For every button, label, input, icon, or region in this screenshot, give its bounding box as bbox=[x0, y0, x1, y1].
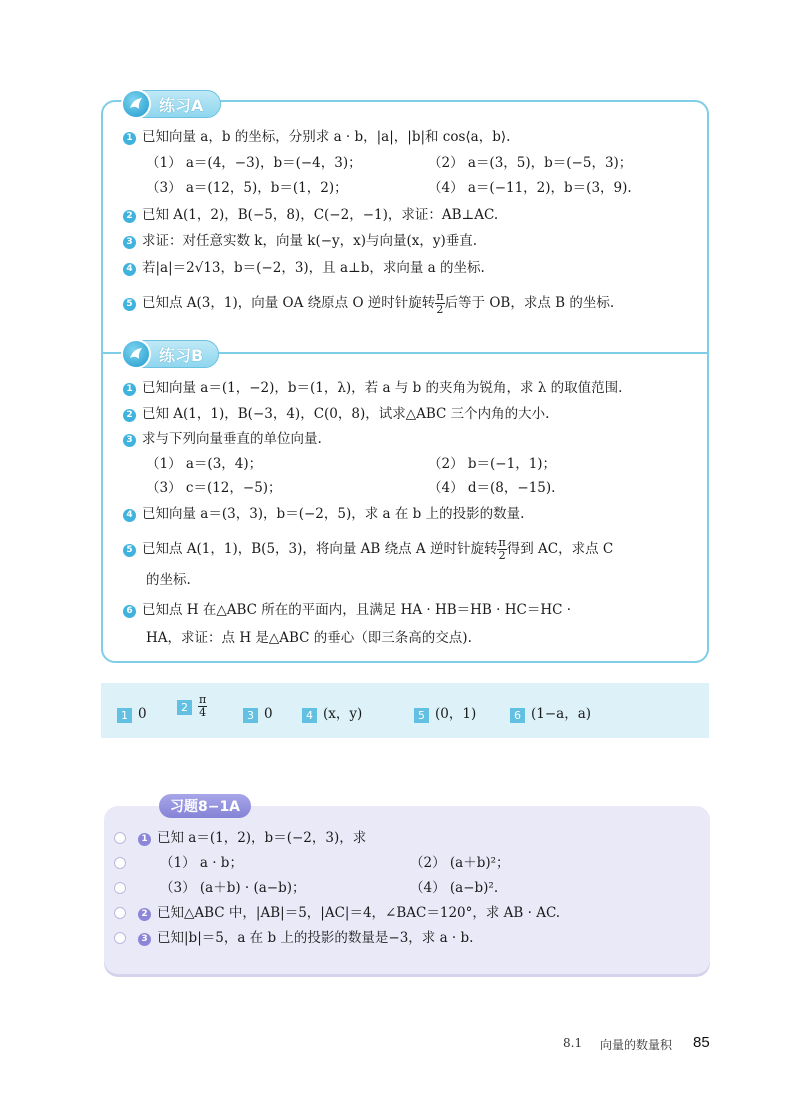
question-text-cont: 得到 AC，求点 C bbox=[506, 541, 614, 557]
practice-b-tab bbox=[124, 340, 219, 368]
practice-b-q4 bbox=[123, 504, 524, 524]
question-text-cont: 后等于 OB，求点 B 的坐标. bbox=[444, 295, 615, 311]
question-number: 2 bbox=[123, 409, 136, 422]
exercise-q2 bbox=[138, 903, 560, 923]
question-number: 6 bbox=[123, 605, 136, 618]
exercise-q1-part4: （4） (a−b)². bbox=[410, 880, 499, 896]
checkbox-circle[interactable] bbox=[114, 932, 126, 944]
practice-b-q2 bbox=[123, 404, 549, 424]
question-number: 4 bbox=[123, 509, 136, 522]
practice-a-q5 bbox=[123, 288, 614, 318]
answer-item: 3 0 bbox=[243, 705, 273, 723]
question-number: 1 bbox=[123, 383, 136, 396]
practice-b-q3-part1: （1） a＝(3，4)； bbox=[146, 456, 263, 472]
question-text: 已知 A(1，1)，B(−3，4)，C(0，8)，试求△ABC 三个内角的大小. bbox=[142, 406, 550, 422]
question-text: 已知向量 a＝(1，−2)，b＝(1，λ)，若 a 与 b 的夹角为锐角，求 λ 的取值范围. bbox=[142, 380, 623, 396]
fraction: $\frac{\pi}{2}$ bbox=[498, 536, 506, 562]
practice-b-title: 练习B bbox=[159, 345, 204, 365]
practice-a-q2 bbox=[123, 205, 498, 225]
footer-section-number: 8.1 bbox=[563, 1036, 583, 1050]
question-number: 3 bbox=[123, 434, 136, 447]
question-text: 已知 a＝(1，2)，b＝(−2，3)，求 bbox=[157, 830, 367, 846]
question-number: 5 bbox=[123, 298, 136, 311]
question-number: 1 bbox=[123, 132, 136, 145]
footer-section-title: 向量的数量积 bbox=[600, 1038, 673, 1052]
question-text: 已知|b|＝5，a 在 b 上的投影的数量是−3，求 a · b. bbox=[157, 930, 474, 946]
checkbox-circle[interactable] bbox=[114, 882, 126, 894]
practice-a-q1-part1: （1） a＝(4，−3)，b＝(−4，3)； bbox=[146, 155, 362, 171]
answers-strip bbox=[101, 683, 709, 738]
answer-item: 6 (1−a，a) bbox=[510, 705, 591, 723]
question-number: 1 bbox=[138, 833, 151, 846]
question-number: 4 bbox=[123, 263, 136, 276]
answer-item: 5 (0，1) bbox=[414, 705, 476, 723]
question-text: 已知点 A(3，1)，向量 OA 绕原点 O 逆时针旋转 bbox=[142, 295, 436, 311]
exercise-tab bbox=[159, 794, 251, 818]
practice-b-q1 bbox=[123, 378, 622, 398]
practice-a-title: 练习A bbox=[159, 95, 204, 115]
fraction: $\frac{\pi}{4}$ bbox=[199, 693, 207, 719]
practice-b-q3-part3: （3） c＝(12，−5)； bbox=[146, 480, 282, 496]
practice-a-q1-part3: （3） a＝(12，5)，b＝(1，2)； bbox=[146, 180, 348, 196]
answer-item: 2 $\frac{\pi}{4}$ bbox=[177, 694, 207, 719]
question-text: 已知 A(1，2)，B(−5，8)，C(−2，−1)，求证：AB⊥AC. bbox=[142, 207, 499, 223]
question-text: 已知向量 a，b 的坐标，分别求 a · b，|a|，|b|和 cos⟨a，b⟩. bbox=[142, 129, 511, 145]
practice-a-q1 bbox=[123, 127, 510, 147]
practice-a-q4 bbox=[123, 258, 485, 278]
exercise-q3 bbox=[138, 928, 473, 948]
practice-b-q6 bbox=[123, 600, 571, 620]
question-number: 2 bbox=[123, 210, 136, 223]
checkbox-circle[interactable] bbox=[114, 857, 126, 869]
practice-badge-icon bbox=[121, 339, 151, 369]
practice-a-q1-part4: （4） a＝(−11，2)，b＝(3，9). bbox=[428, 180, 632, 196]
question-number: 3 bbox=[123, 236, 136, 249]
checkbox-circle[interactable] bbox=[114, 907, 126, 919]
question-text: 求证：对任意实数 k，向量 k(−y，x)与向量(x，y)垂直. bbox=[142, 233, 478, 249]
question-text: 已知△ABC 中，|AB|＝5，|AC|＝4，∠BAC＝120°，求 AB · AC. bbox=[157, 905, 561, 921]
exercise-q1 bbox=[138, 828, 366, 848]
question-number: 3 bbox=[138, 933, 151, 946]
practice-b-q3-part2: （2） b＝(−1，1)； bbox=[428, 456, 557, 472]
exercise-q1-part1: （1） a · b； bbox=[160, 855, 243, 871]
exercise-title: 习题8−1A bbox=[169, 799, 241, 815]
exercise-q1-part2: （2） (a＋b)²； bbox=[410, 855, 510, 871]
practice-b-q3 bbox=[123, 429, 322, 449]
practice-a-tab bbox=[124, 90, 221, 118]
question-text: 若|a|＝2√13，b＝(−2，3)，且 a⊥b，求向量 a 的坐标. bbox=[142, 260, 485, 276]
practice-b-q5-cont: 的坐标. bbox=[146, 572, 191, 588]
practice-badge-icon bbox=[121, 89, 151, 119]
question-text: 已知向量 a＝(3，3)，b＝(−2，5)，求 a 在 b 上的投影的数量. bbox=[142, 506, 525, 522]
question-text: 已知点 A(1，1)，B(5，3)，将向量 AB 绕点 A 逆时针旋转 bbox=[142, 541, 498, 557]
practice-b-q6-cont: HA，求证：点 H 是△ABC 的垂心（即三条高的交点). bbox=[146, 630, 472, 646]
practice-b-q3-part4: （4） d＝(8，−15). bbox=[428, 480, 556, 496]
page-number: 85 bbox=[693, 1034, 710, 1051]
question-text: 已知点 H 在△ABC 所在的平面内，且满足 HA · HB＝HB · HC＝HC · bbox=[142, 602, 572, 618]
answer-item: 1 0 bbox=[117, 705, 147, 723]
fraction: $\frac{\pi}{2}$ bbox=[436, 290, 444, 316]
practice-a-q3 bbox=[123, 231, 477, 251]
checkbox-circle[interactable] bbox=[114, 832, 126, 844]
answer-item: 4 (x，y) bbox=[302, 705, 362, 723]
practice-b-q5 bbox=[123, 534, 613, 564]
question-number: 5 bbox=[123, 544, 136, 557]
question-number: 2 bbox=[138, 908, 151, 921]
question-text: 求与下列向量垂直的单位向量. bbox=[142, 431, 322, 447]
exercise-q1-part3: （3） (a＋b) · (a−b)； bbox=[160, 880, 306, 896]
practice-a-q1-part2: （2） a＝(3，5)，b＝(−5，3)； bbox=[428, 155, 633, 171]
